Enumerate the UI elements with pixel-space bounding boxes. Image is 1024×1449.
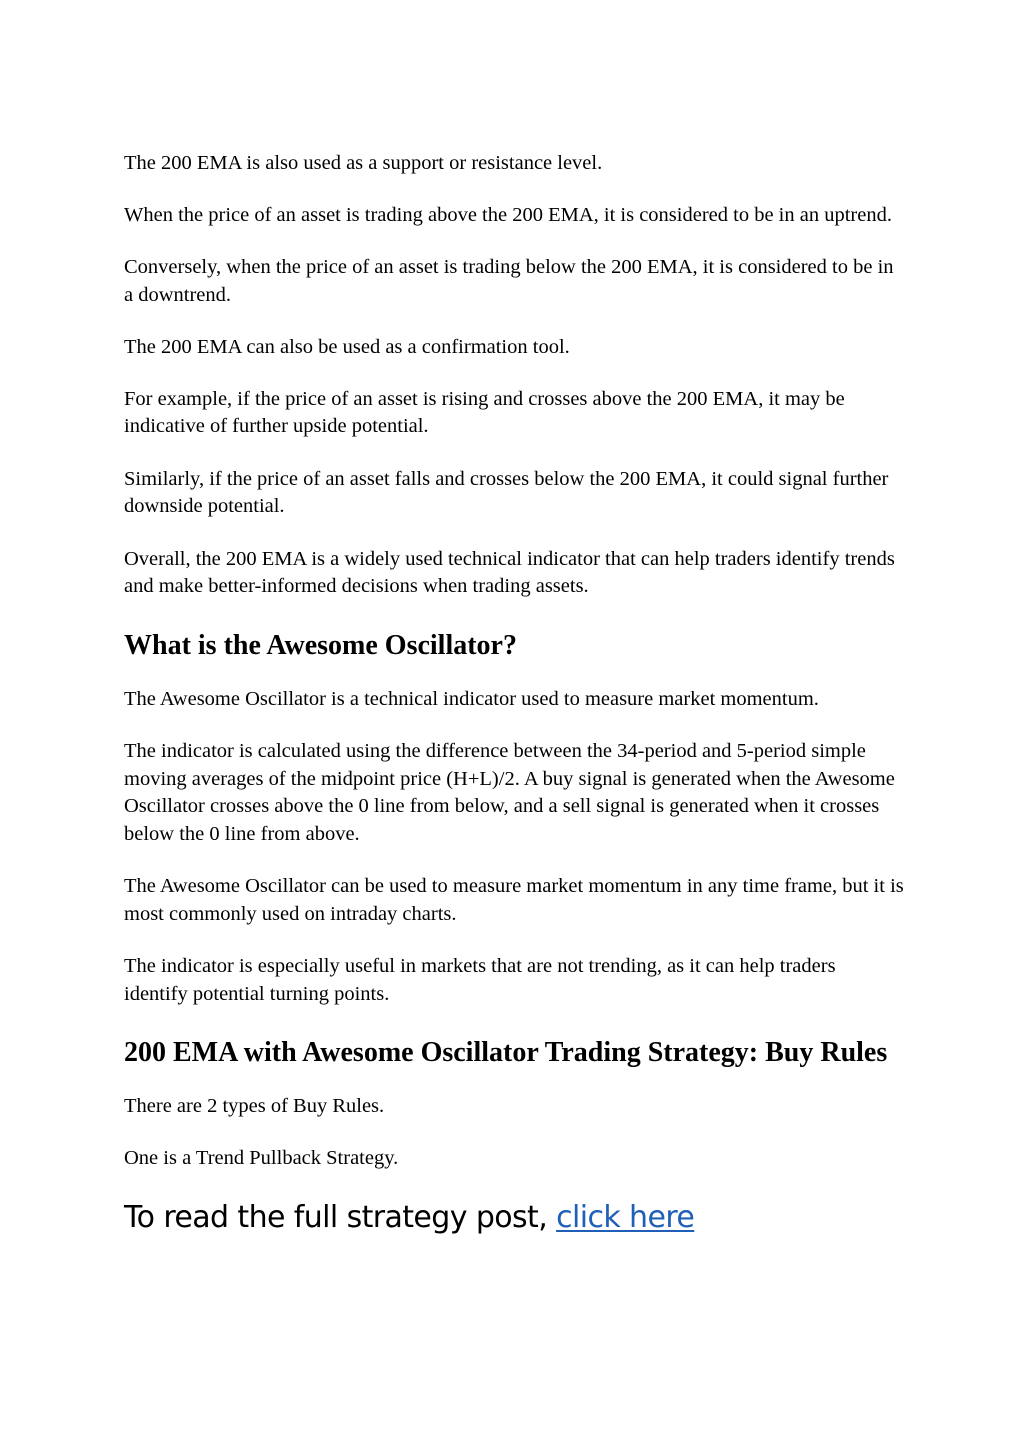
section-heading-buy-rules: 200 EMA with Awesome Oscillator Trading Strategy: Buy Rules xyxy=(124,1037,888,1068)
paragraph: The indicator is especially useful in markets that are not trending, as it can help traders identify potential turning points. xyxy=(124,955,836,1005)
paragraph: There are 2 types of Buy Rules. xyxy=(124,1095,385,1117)
paragraph: Overall, the 200 EMA is a widely used technical indicator that can help traders identify trends and make better-informed decisions when trading assets. xyxy=(124,547,895,597)
paragraph: The indicator is calculated using the difference between the 34-period and 5-period simple moving averages of the midpoint price (H+L)/2. A buy signal is generated when the Awesome Oscillator crosses above the 0 line from below, and a sell signal is generated when it crosses below the 0 line from above. xyxy=(124,740,895,845)
click-here-link[interactable]: click here xyxy=(556,1200,695,1235)
read-more-line xyxy=(124,1198,904,1238)
section-heading-awesome-oscillator: What is the Awesome Oscillator? xyxy=(124,629,517,661)
paragraph: The 200 EMA can also be used as a confirmation tool. xyxy=(124,336,570,358)
paragraph: Similarly, if the price of an asset falls and crosses below the 200 EMA, it could signal further downside potential. xyxy=(124,467,889,517)
paragraph: One is a Trend Pullback Strategy. xyxy=(124,1146,399,1169)
document-page xyxy=(124,150,904,1238)
paragraph: When the price of an asset is trading above the 200 EMA, it is considered to be in an uptrend. xyxy=(124,203,892,226)
paragraph: Conversely, when the price of an asset is trading below the 200 EMA, it is considered to be in a downtrend. xyxy=(124,256,894,306)
read-more-text: To read the full strategy post, xyxy=(124,1200,548,1235)
paragraph: The Awesome Oscillator can be used to measure market momentum in any time frame, but it is most commonly used on intraday charts. xyxy=(124,875,904,925)
paragraph: For example, if the price of an asset is rising and crosses above the 200 EMA, it may be indicative of further upside potential. xyxy=(124,387,845,437)
paragraph: The Awesome Oscillator is a technical indicator used to measure market momentum. xyxy=(124,687,819,710)
paragraph: The 200 EMA is also used as a support or resistance level. xyxy=(124,152,603,174)
